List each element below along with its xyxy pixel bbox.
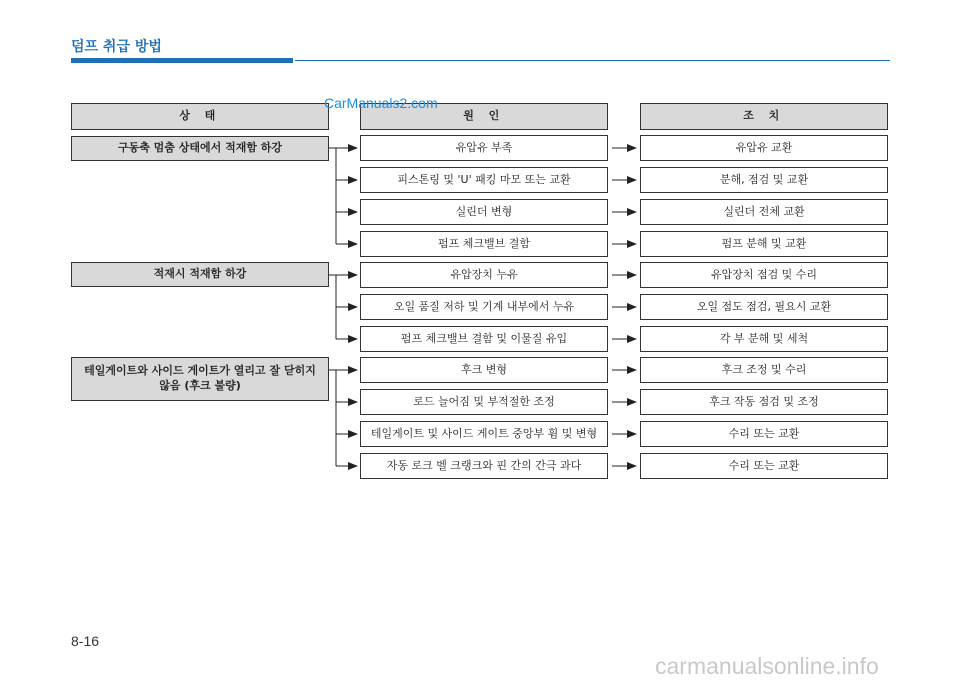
condition-1: 구동축 멈춤 상태에서 적재함 하강 — [71, 136, 329, 161]
action-box: 후크 작동 점검 및 조정 — [640, 389, 888, 415]
cause-box: 펌프 체크밸브 결함 — [360, 231, 608, 257]
cause-box: 피스톤링 및 'U' 패킹 마모 또는 교환 — [360, 167, 608, 193]
action-box: 유압장치 점검 및 수리 — [640, 262, 888, 288]
action-box: 수리 또는 교환 — [640, 453, 888, 479]
cause-box: 오일 품질 저하 및 기계 내부에서 누유 — [360, 294, 608, 320]
action-box: 실린더 전체 교환 — [640, 199, 888, 225]
condition-2: 적재시 적재함 하강 — [71, 262, 329, 287]
action-box: 펌프 분해 및 교환 — [640, 231, 888, 257]
header-action: 조 치 — [640, 103, 888, 130]
condition-3: 테일게이트와 사이드 게이트가 열리고 잘 닫히지 않음 (후크 불량) — [71, 357, 329, 401]
header-cause: 원 인 — [360, 103, 608, 130]
header-condition: 상 태 — [71, 103, 329, 130]
cause-box: 테일게이트 및 사이드 게이트 중앙부 휨 및 변형 — [360, 421, 608, 447]
section-title: 덤프 취급 방법 — [71, 39, 162, 55]
cause-box: 유압유 부족 — [360, 135, 608, 161]
page-number: 8-16 — [71, 633, 100, 649]
action-box: 각 부 분해 및 세척 — [640, 326, 888, 352]
cause-box: 자동 로크 벨 크랭크와 핀 간의 간극 과다 — [360, 453, 608, 479]
cause-box: 후크 변형 — [360, 357, 608, 383]
action-box: 수리 또는 교환 — [640, 421, 888, 447]
cause-box: 펌프 체크밸브 결함 및 이물질 유입 — [360, 326, 608, 352]
action-box: 오일 점도 점검, 필요시 교환 — [640, 294, 888, 320]
action-box: 후크 조정 및 수리 — [640, 357, 888, 383]
action-box: 분해, 점검 및 교환 — [640, 167, 888, 193]
cause-box: 유압장치 누유 — [360, 262, 608, 288]
action-box: 유압유 교환 — [640, 135, 888, 161]
watermark-text[interactable]: CarManuals2.com — [324, 95, 438, 111]
cause-box: 로드 늘어짐 및 부적절한 조정 — [360, 389, 608, 415]
footer-watermark[interactable]: carmanualsonline.info — [655, 653, 879, 679]
cause-box: 실린더 변형 — [360, 199, 608, 225]
